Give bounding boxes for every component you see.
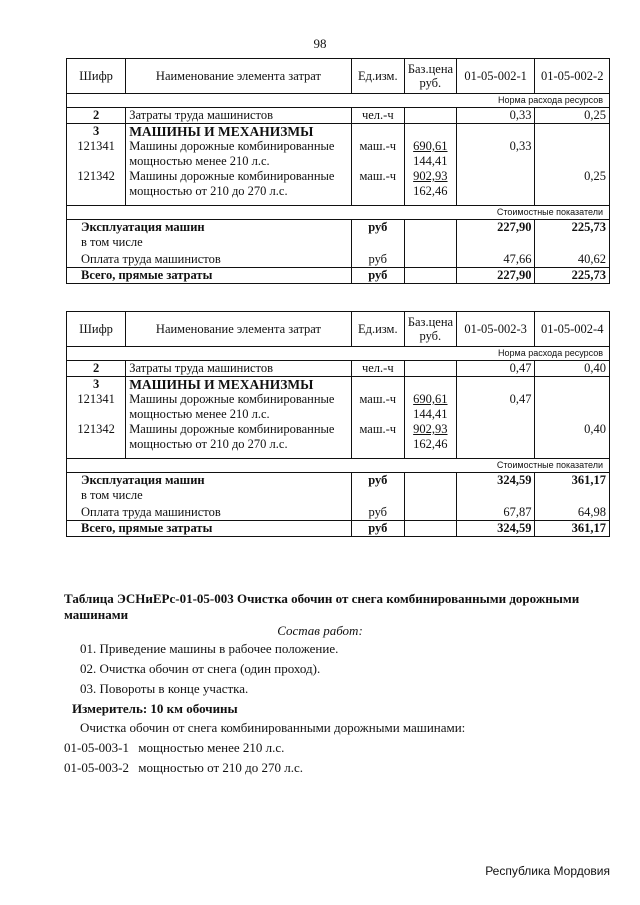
item-row (64, 760, 303, 776)
total-name: Всего, прямые затраты (67, 268, 352, 284)
item-code: 01-05-003-1 (64, 740, 129, 755)
wage-unit: руб (351, 250, 404, 268)
total-unit: руб (351, 521, 404, 537)
total-v1: 324,59 (456, 521, 535, 537)
band-norm: Норма расхода ресурсов (67, 347, 610, 361)
m1-price: 690,61 144,41 (404, 139, 456, 169)
header-name: Наименование элемента затрат (126, 59, 352, 94)
m2-price: 902,93 162,46 (404, 169, 456, 199)
labor-name: Затраты труда машинистов (126, 108, 352, 124)
header-code: Шифр (67, 312, 126, 347)
footer-region: Республика Мордовия (485, 864, 610, 878)
m2-code: 121342 (67, 169, 126, 199)
m2-v2: 0,40 (535, 422, 610, 452)
labor-name: Затраты труда машинистов (126, 361, 352, 377)
exploit-name: Эксплуатация машин (67, 220, 352, 236)
wage-unit: руб (351, 503, 404, 521)
labor-code: 2 (67, 361, 126, 377)
work-step: 01. Приведение машины в рабочее положение. (80, 641, 339, 656)
m1-v1: 0,33 (456, 139, 535, 169)
item-row (64, 740, 284, 756)
labor-unit: чел.-ч (351, 361, 404, 377)
total-v1: 227,90 (456, 268, 535, 284)
measure-unit: Измеритель: 10 км обочины (72, 701, 238, 716)
work-step: 02. Очистка обочин от снега (один проход). (80, 661, 321, 676)
m1-unit: маш.-ч (351, 139, 404, 169)
labor-code: 2 (67, 108, 126, 124)
band-norm: Норма расхода ресурсов (67, 94, 610, 108)
m1-price: 690,61 144,41 (404, 392, 456, 422)
labor-v2: 0,40 (535, 361, 610, 377)
m2-code: 121342 (67, 422, 126, 452)
header-price: Баз.цена руб. (404, 312, 456, 347)
header-name: Наименование элемента затрат (126, 312, 352, 347)
header-unit: Ед.изм. (351, 312, 404, 347)
composition-title: Состав работ: (277, 623, 363, 638)
wage-name: Оплата труда машинистов (67, 250, 352, 268)
resource-table-1 (66, 58, 610, 284)
m1-code: 121341 (67, 139, 126, 169)
m2-name: Машины дорожные комбинированные мощностью от 210 до 270 л.с. (126, 169, 352, 199)
machines-code: 3 (67, 377, 126, 393)
labor-v2: 0,25 (535, 108, 610, 124)
m1-v2 (535, 139, 610, 169)
m2-price: 902,93 162,46 (404, 422, 456, 452)
header-price: Баз.цена руб. (404, 59, 456, 94)
wage-name: Оплата труда машинистов (67, 503, 352, 521)
m1-name: Машины дорожные комбинированные мощностью менее 210 л.с. (126, 392, 352, 422)
header-unit: Ед.изм. (351, 59, 404, 94)
labor-v1: 0,47 (456, 361, 535, 377)
resource-table-2 (66, 311, 610, 537)
band-cost: Стоимостные показатели (67, 206, 610, 220)
machines-header: МАШИНЫ И МЕХАНИЗМЫ (126, 377, 352, 393)
band-cost: Стоимостные показатели (67, 459, 610, 473)
machines-code: 3 (67, 124, 126, 140)
m1-name: Машины дорожные комбинированные мощностью менее 210 л.с. (126, 139, 352, 169)
exploit-v1: 227,90 (456, 220, 535, 236)
wage-v1: 67,87 (456, 503, 535, 521)
wage-v2: 40,62 (535, 250, 610, 268)
item-text: мощностью от 210 до 270 л.с. (138, 760, 303, 775)
item-code: 01-05-003-2 (64, 760, 129, 775)
m1-code: 121341 (67, 392, 126, 422)
wage-v1: 47,66 (456, 250, 535, 268)
page-number: 98 (313, 36, 327, 51)
m2-v1 (456, 169, 535, 199)
total-v2: 361,17 (535, 521, 610, 537)
work-step: 03. Повороты в конце участка. (80, 681, 249, 696)
item-text: мощностью менее 210 л.с. (138, 740, 285, 755)
total-unit: руб (351, 268, 404, 284)
exploit-v2: 225,73 (535, 220, 610, 236)
m2-v1 (456, 422, 535, 452)
exploit-name: Эксплуатация машин (67, 473, 352, 489)
wage-v2: 64,98 (535, 503, 610, 521)
machines-header: МАШИНЫ И МЕХАНИЗМЫ (126, 124, 352, 140)
m2-name: Машины дорожные комбинированные мощностью от 210 до 270 л.с. (126, 422, 352, 452)
m1-v2 (535, 392, 610, 422)
header-col2: 01-05-002-4 (535, 312, 610, 347)
header-col1: 01-05-002-3 (456, 312, 535, 347)
items-intro: Очистка обочин от снега комбинированными дорожными машинами: (80, 720, 466, 735)
m1-unit: маш.-ч (351, 392, 404, 422)
total-v2: 225,73 (535, 268, 610, 284)
labor-v1: 0,33 (456, 108, 535, 124)
m2-unit: маш.-ч (351, 422, 404, 452)
header-col1: 01-05-002-1 (456, 59, 535, 94)
exploit-v1: 324,59 (456, 473, 535, 489)
total-name: Всего, прямые затраты (67, 521, 352, 537)
incl-label: в том числе (67, 235, 352, 250)
incl-label: в том числе (67, 488, 352, 503)
m1-v1: 0,47 (456, 392, 535, 422)
header-code: Шифр (67, 59, 126, 94)
exploit-v2: 361,17 (535, 473, 610, 489)
m2-v2: 0,25 (535, 169, 610, 199)
header-col2: 01-05-002-2 (535, 59, 610, 94)
exploit-unit: руб (351, 220, 404, 236)
table-caption: Таблица ЭСНиЕРс-01-05-003 Очистка обочин от снега комбинированными дорожными машинами (64, 591, 580, 622)
m2-unit: маш.-ч (351, 169, 404, 199)
labor-unit: чел.-ч (351, 108, 404, 124)
exploit-unit: руб (351, 473, 404, 489)
